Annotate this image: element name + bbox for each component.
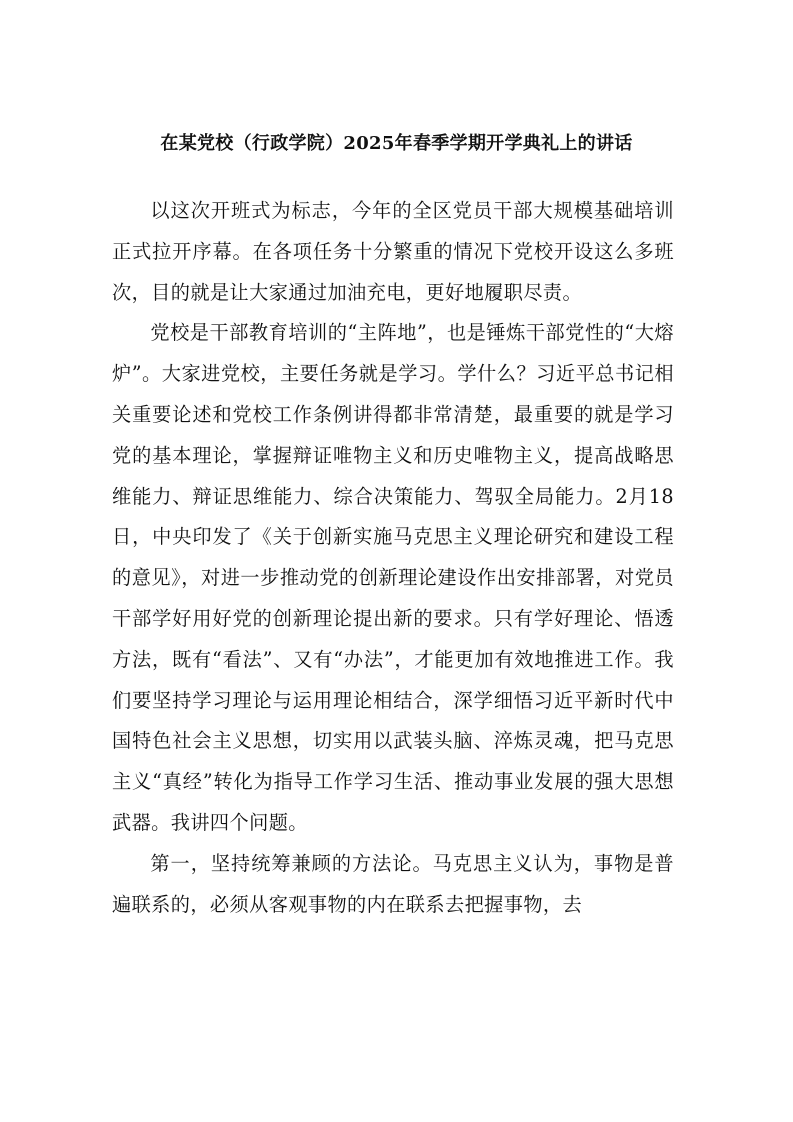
paragraph-1: 以这次开班式为标志，今年的全区党员干部大规模基础培训正式拉开序幕。在各项任务十分繁重的情况下党校开设这么多班次，目的就是让大家通过加油充电，更好地履职尽责。 [112, 199, 674, 304]
page-title: 在某党校（行政学院）2025年春季学期开学典礼上的讲话 [160, 133, 633, 154]
document-body [112, 191, 674, 925]
paragraph-3: 第一，坚持统筹兼顾的方法论。马克思主义认为，事物是普遍联系的，必须从客观事物的内在联系去把握事物，去 [112, 851, 674, 916]
paragraph-2: 党校是干部教育培训的“主阵地”，也是锤炼干部党性的“大熔炉”。大家进党校，主要任务就是学习。学什么？习近平总书记相关重要论述和党校工作条例讲得都非常清楚，最重要的就是学习党的基本理论，掌握辩证唯物主义和历史唯物主义，提高战略思维能力、辩证思维能力、综合决策能力、驾驭全局能力。2月18日，中央印发了《关于创新实施马克思主义理论研究和建设工程的意见》，对进一步推动党的创新理论建设作出安排部署，对党员干部学好用好党的创新理论提出新的要求。只有学好理论、悟透方法，既有“看法”、又有“办法”，才能更加有效地推进工作。我们要坚持学习理论与运用理论相结合，深学细悟习近平新时代中国特色社会主义思想，切实用以武装头脑、淬炼灵魂，把马克思主义“真经”转化为指导工作学习生活、推动事业发展的强大思想武器。我讲四个问题。 [112, 321, 674, 834]
